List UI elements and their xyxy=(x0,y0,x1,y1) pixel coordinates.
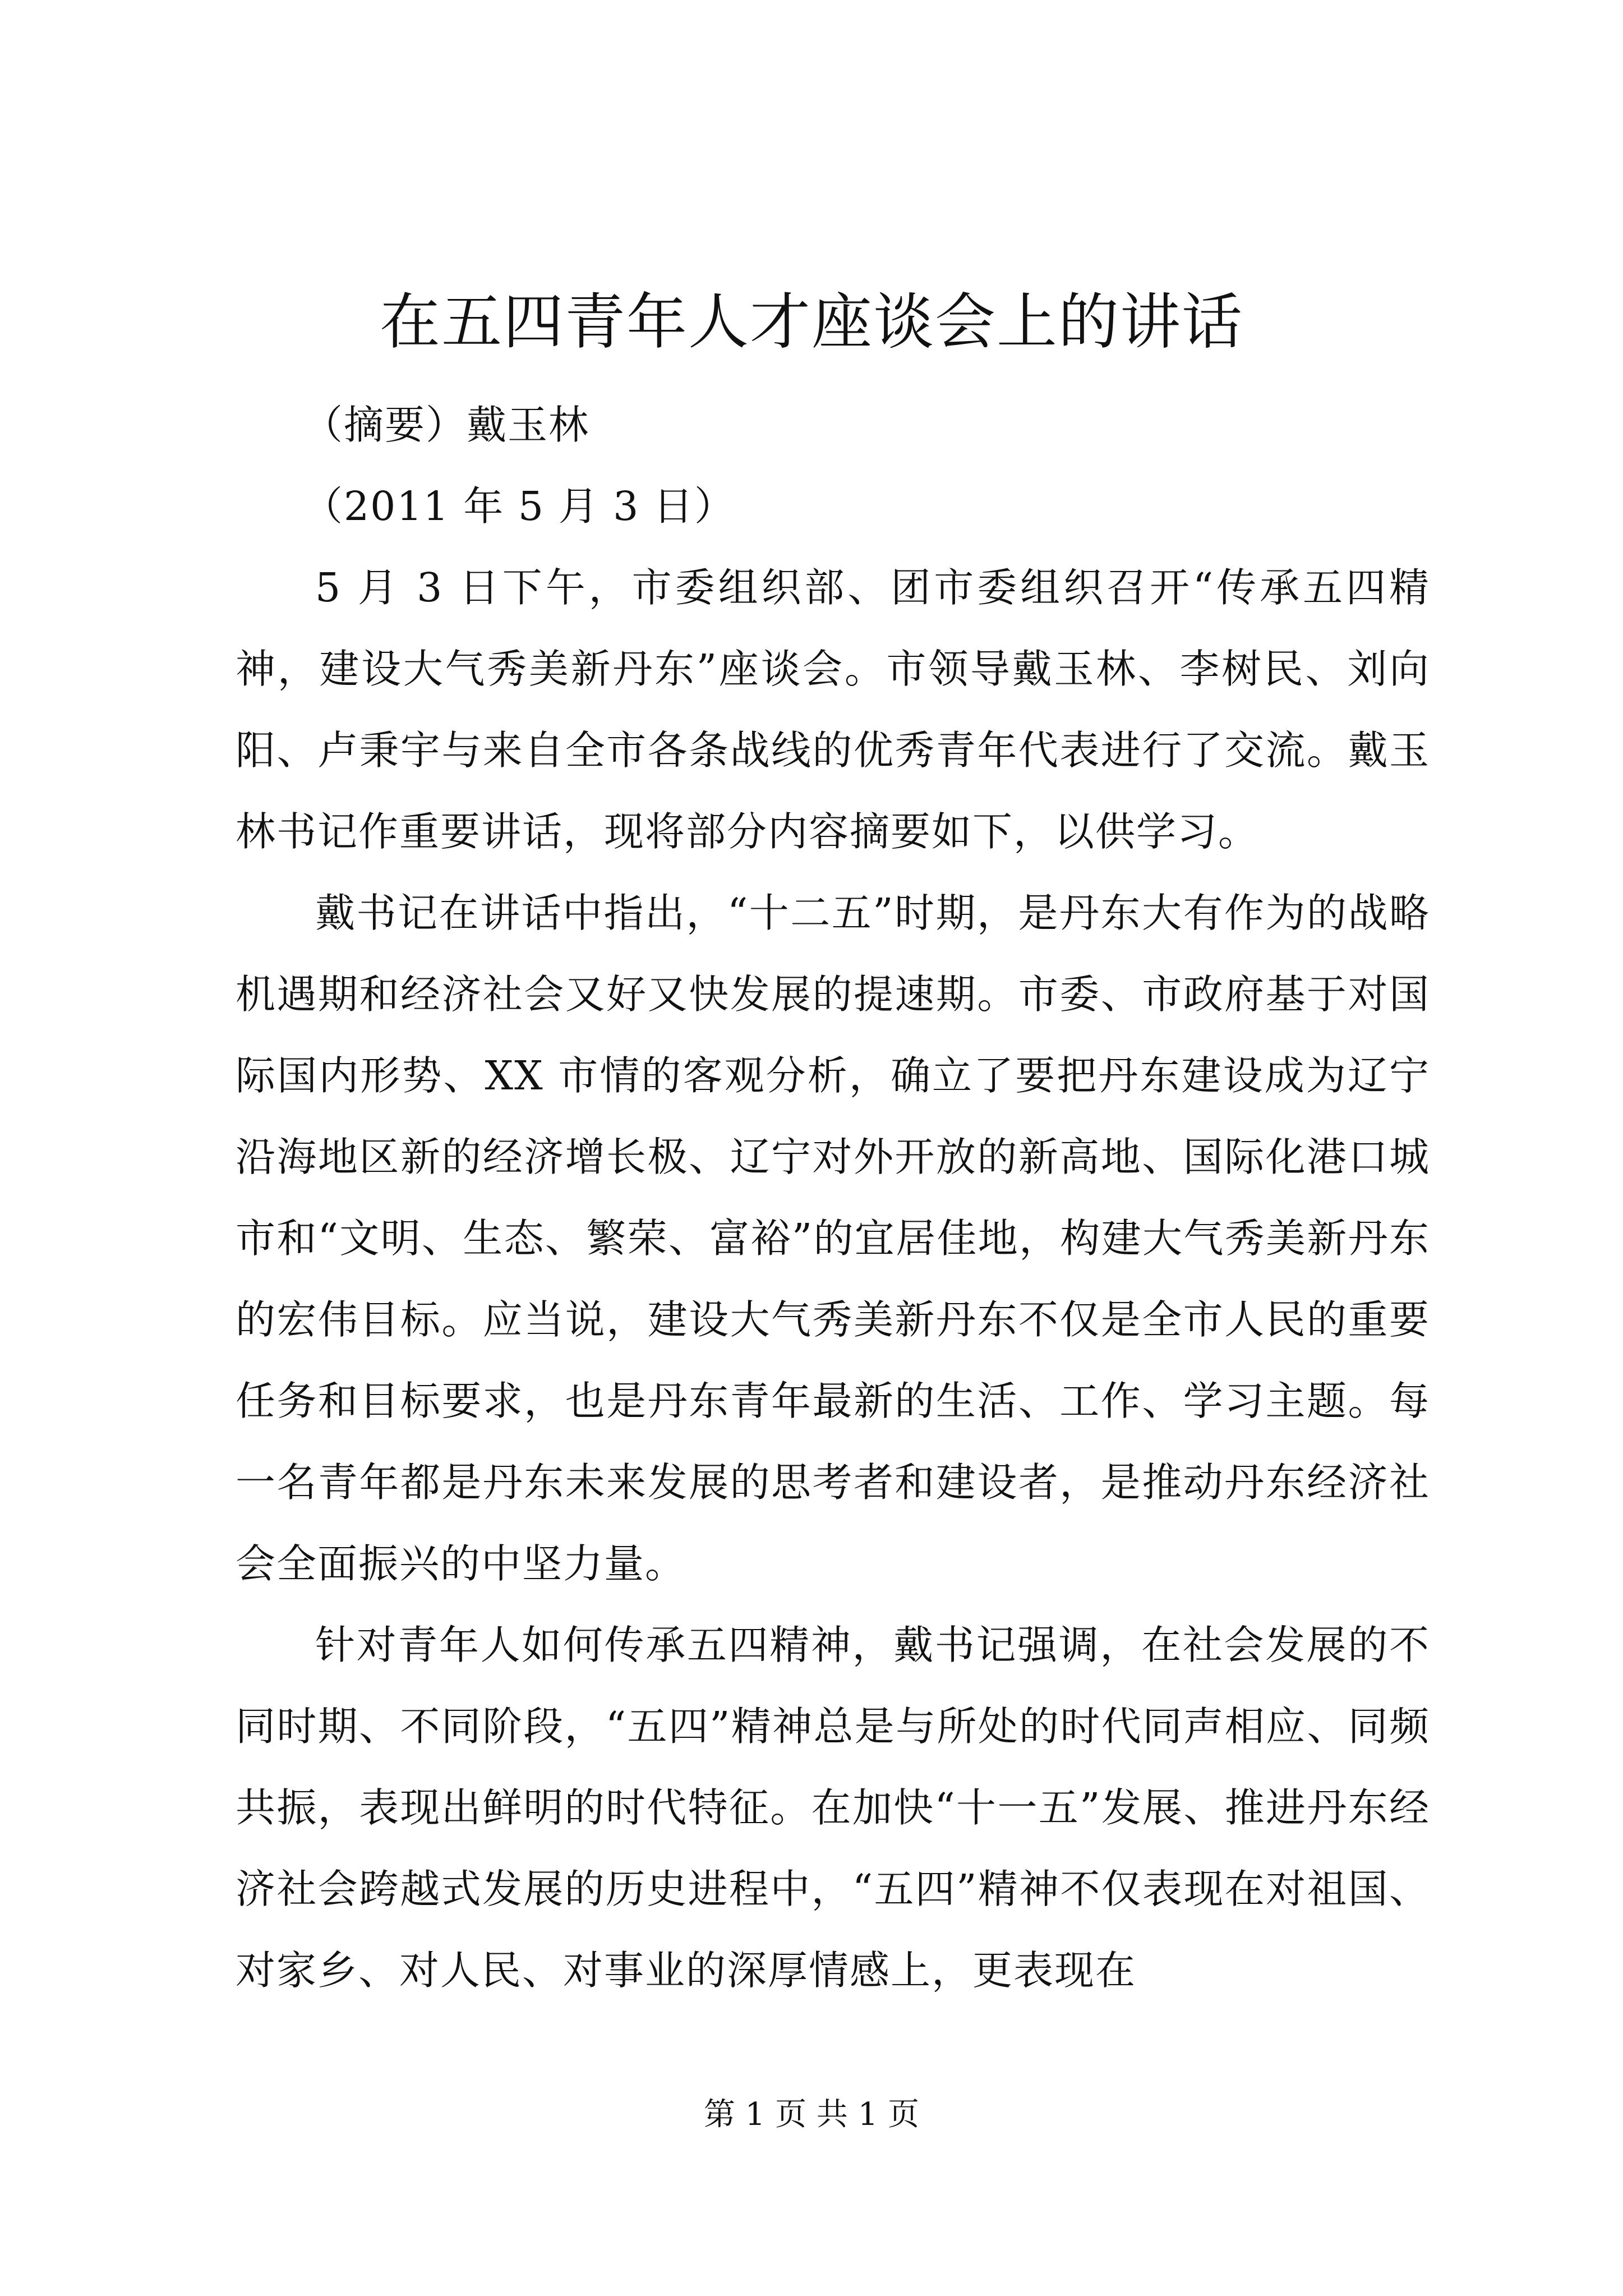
byline: （摘要）戴玉林 xyxy=(303,402,590,448)
paragraph: 5 月 3 日下午，市委组织部、团市委组织召开“传承五四精神，建设大气秀美新丹东”座谈会。市领导戴玉林、李树民、刘向阳、卢秉宇与来自全市各条战线的优秀青年代表进行了交流。戴玉林书记作重要讲话，现将部分内容摘要如下，以供学习。 xyxy=(236,564,1430,855)
paragraph: 针对青年人如何传承五四精神，戴书记强调，在社会发展的不同时期、不同阶段，“五四”精神总是与所处的时代同声相应、同频共振，表现出鲜明的时代特征。在加快“十一五”发展、推进丹东经济社会跨越式发展的历史进程中，“五四”精神不仅表现在对祖国、对家乡、对人民、对事业的深厚情感上，更表现在 xyxy=(236,1622,1430,1994)
paragraph: 戴书记在讲话中指出，“十二五”时期，是丹东大有作为的战略机遇期和经济社会又好又快发展的提速期。市委、市政府基于对国际国内形势、XX 市情的客观分析，确立了要把丹东建设成为辽宁沿海地区新的经济增长极、辽宁对外开放的新高地、国际化港口城市和“文明、生态、繁荣、富裕”的宜居佳地，构建大气秀美新丹东的宏伟目标。应当说，建设大气秀美新丹东不仅是全市人民的重要任务和目标要求，也是丹东青年最新的生活、工作、学习主题。每一名青年都是丹东未来发展的思考者和建设者，是推动丹东经济社会全面振兴的中坚力量。 xyxy=(236,890,1430,1587)
document-body xyxy=(236,384,1430,2011)
page-number-footer: 第 1 页 共 1 页 xyxy=(703,2096,920,2133)
speech-date: （2011 年 5 月 3 日） xyxy=(303,483,735,530)
document-title: 在五四青年人才座谈会上的讲话 xyxy=(379,287,1243,357)
